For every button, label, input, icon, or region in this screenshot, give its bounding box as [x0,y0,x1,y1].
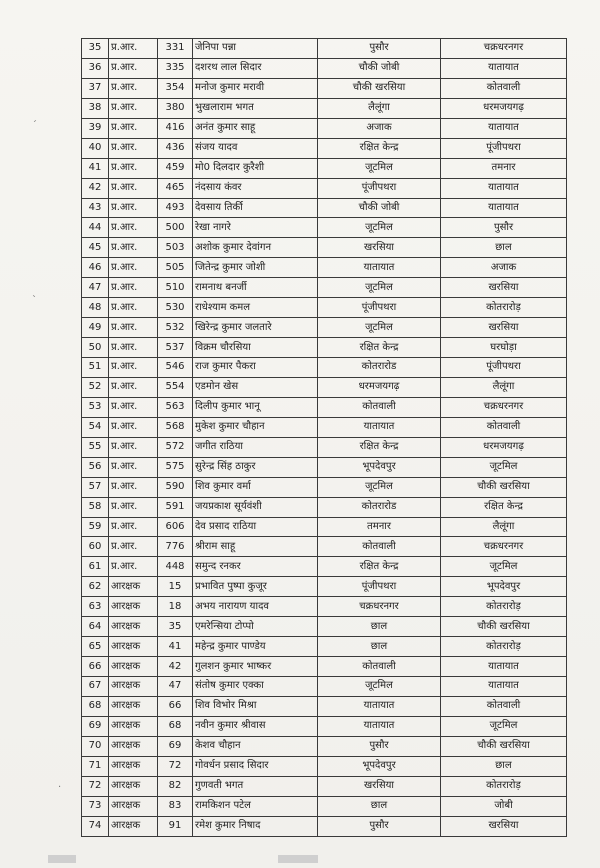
badge-number-cell: 590 [158,477,193,497]
current-posting-cell: जूटमिल [318,158,441,178]
table-row [82,816,567,836]
table-row [82,178,567,198]
employee-name-cell: शिव कुमार वर्मा [193,477,318,497]
current-posting-cell: चक्रधरनगर [318,597,441,617]
table-row [82,78,567,98]
badge-number-cell: 416 [158,118,193,138]
transfer-list-table [81,38,567,837]
current-posting-cell: पुसौर [318,39,441,59]
serial-number-cell: 49 [82,318,109,338]
table-row [82,776,567,796]
badge-number-cell: 459 [158,158,193,178]
current-posting-cell: यातायात [318,716,441,736]
badge-number-cell: 591 [158,497,193,517]
badge-number-cell: 575 [158,457,193,477]
table-row [82,437,567,457]
badge-number-cell: 448 [158,557,193,577]
current-posting-cell: कोतवाली [318,397,441,417]
badge-number-cell: 18 [158,597,193,617]
current-posting-cell: जूटमिल [318,278,441,298]
serial-number-cell: 47 [82,278,109,298]
employee-name-cell: संतोष कुमार एक्का [193,677,318,697]
current-posting-cell: चौकी जोबी [318,58,441,78]
badge-number-cell: 47 [158,677,193,697]
new-posting-cell: खरसिया [441,816,567,836]
new-posting-cell: चौकी खरसिया [441,477,567,497]
rank-cell: प्र.आर. [109,358,158,378]
badge-number-cell: 436 [158,138,193,158]
serial-number-cell: 36 [82,58,109,78]
employee-name-cell: दशरथ लाल सिदार [193,58,318,78]
rank-cell: प्र.आर. [109,198,158,218]
employee-name-cell: जेनिपा पन्ना [193,39,318,59]
current-posting-cell: जूटमिल [318,318,441,338]
table-row [82,158,567,178]
rank-cell: प्र.आर. [109,278,158,298]
current-posting-cell: छाल [318,637,441,657]
current-posting-cell: यातायात [318,258,441,278]
serial-number-cell: 57 [82,477,109,497]
new-posting-cell: यातायात [441,677,567,697]
current-posting-cell: रक्षित केन्द्र [318,338,441,358]
badge-number-cell: 69 [158,736,193,756]
badge-number-cell: 554 [158,377,193,397]
new-posting-cell: कोतरारोड़ [441,298,567,318]
rank-cell: प्र.आर. [109,298,158,318]
employee-name-cell: मो0 दिलदार कुरैशी [193,158,318,178]
badge-number-cell: 68 [158,716,193,736]
badge-number-cell: 532 [158,318,193,338]
badge-number-cell: 335 [158,58,193,78]
new-posting-cell: यातायात [441,198,567,218]
serial-number-cell: 51 [82,358,109,378]
table-row [82,716,567,736]
current-posting-cell: जूटमिल [318,218,441,238]
page-edge-mark [278,855,318,863]
new-posting-cell: पुसौर [441,218,567,238]
serial-number-cell: 35 [82,39,109,59]
serial-number-cell: 45 [82,238,109,258]
table-row [82,537,567,557]
employee-name-cell: संजय यादव [193,138,318,158]
current-posting-cell: कोतरारोड [318,358,441,378]
serial-number-cell: 46 [82,258,109,278]
serial-number-cell: 74 [82,816,109,836]
new-posting-cell: चौकी खरसिया [441,617,567,637]
badge-number-cell: 82 [158,776,193,796]
current-posting-cell: छाल [318,617,441,637]
current-posting-cell: कोतरारोड [318,497,441,517]
new-posting-cell: जूटमिल [441,457,567,477]
table-row [82,298,567,318]
rank-cell: प्र.आर. [109,138,158,158]
employee-name-cell: केशव चौहान [193,736,318,756]
serial-number-cell: 50 [82,338,109,358]
serial-number-cell: 63 [82,597,109,617]
current-posting-cell: खरसिया [318,776,441,796]
margin-mark: ˋ [32,295,37,306]
rank-cell: आरक्षक [109,657,158,677]
serial-number-cell: 70 [82,736,109,756]
current-posting-cell: कोतवाली [318,657,441,677]
serial-number-cell: 56 [82,457,109,477]
new-posting-cell: यातायात [441,657,567,677]
rank-cell: प्र.आर. [109,437,158,457]
serial-number-cell: 68 [82,696,109,716]
badge-number-cell: 15 [158,577,193,597]
badge-number-cell: 510 [158,278,193,298]
new-posting-cell: छाल [441,756,567,776]
rank-cell: प्र.आर. [109,178,158,198]
current-posting-cell: धरमजयगढ़ [318,377,441,397]
current-posting-cell: यातायात [318,417,441,437]
rank-cell: प्र.आर. [109,477,158,497]
new-posting-cell: घरघोड़ा [441,338,567,358]
current-posting-cell: लैलूंगा [318,98,441,118]
employee-name-cell: भुखलाराम भगत [193,98,318,118]
serial-number-cell: 59 [82,517,109,537]
new-posting-cell: पूंजीपथरा [441,138,567,158]
new-posting-cell: यातायात [441,178,567,198]
badge-number-cell: 66 [158,696,193,716]
employee-name-cell: दिलीप कुमार भानू [193,397,318,417]
serial-number-cell: 54 [82,417,109,437]
employee-name-cell: गोवर्धन प्रसाद सिदार [193,756,318,776]
serial-number-cell: 40 [82,138,109,158]
employee-name-cell: एमरेन्सिया टोप्पो [193,617,318,637]
rank-cell: प्र.आर. [109,118,158,138]
serial-number-cell: 71 [82,756,109,776]
serial-number-cell: 55 [82,437,109,457]
employee-name-cell: एडमोन खेस [193,377,318,397]
badge-number-cell: 776 [158,537,193,557]
table-row [82,238,567,258]
badge-number-cell: 35 [158,617,193,637]
rank-cell: प्र.आर. [109,557,158,577]
rank-cell: प्र.आर. [109,397,158,417]
new-posting-cell: कोतरारोड़ [441,597,567,617]
serial-number-cell: 73 [82,796,109,816]
badge-number-cell: 380 [158,98,193,118]
new-posting-cell: धरमजयगढ़ [441,98,567,118]
table-row [82,677,567,697]
serial-number-cell: 41 [82,158,109,178]
badge-number-cell: 354 [158,78,193,98]
table-row [82,696,567,716]
table-row [82,617,567,637]
badge-number-cell: 606 [158,517,193,537]
new-posting-cell: छाल [441,238,567,258]
employee-name-cell: रेखा नागरे [193,218,318,238]
rank-cell: प्र.आर. [109,537,158,557]
employee-name-cell: सुरेन्द्र सिंह ठाकुर [193,457,318,477]
new-posting-cell: यातायात [441,118,567,138]
rank-cell: आरक्षक [109,816,158,836]
table-row [82,377,567,397]
current-posting-cell: अजाक [318,118,441,138]
serial-number-cell: 44 [82,218,109,238]
new-posting-cell: पूंजीपथरा [441,358,567,378]
current-posting-cell: खरसिया [318,238,441,258]
rank-cell: प्र.आर. [109,78,158,98]
serial-number-cell: 66 [82,657,109,677]
table-row [82,417,567,437]
serial-number-cell: 53 [82,397,109,417]
rank-cell: आरक्षक [109,696,158,716]
badge-number-cell: 91 [158,816,193,836]
serial-number-cell: 65 [82,637,109,657]
new-posting-cell: जूटमिल [441,557,567,577]
current-posting-cell: भूपदेवपुर [318,457,441,477]
serial-number-cell: 62 [82,577,109,597]
employee-name-cell: रामनाथ बनर्जी [193,278,318,298]
rank-cell: प्र.आर. [109,318,158,338]
employee-name-cell: अनंत कुमार साहू [193,118,318,138]
badge-number-cell: 537 [158,338,193,358]
table-row [82,756,567,776]
rank-cell: आरक्षक [109,756,158,776]
serial-number-cell: 52 [82,377,109,397]
rank-cell: आरक्षक [109,736,158,756]
badge-number-cell: 493 [158,198,193,218]
employee-name-cell: समुन्द रनकर [193,557,318,577]
current-posting-cell: पुसौर [318,736,441,756]
new-posting-cell: धरमजयगढ़ [441,437,567,457]
current-posting-cell: चौकी खरसिया [318,78,441,98]
new-posting-cell: कोतवाली [441,696,567,716]
rank-cell: प्र.आर. [109,457,158,477]
rank-cell: प्र.आर. [109,258,158,278]
badge-number-cell: 72 [158,756,193,776]
new-posting-cell: लैलूंगा [441,377,567,397]
employee-name-cell: राज कुमार पैकरा [193,358,318,378]
employee-name-cell: अशोक कुमार देवांगन [193,238,318,258]
rank-cell: आरक्षक [109,577,158,597]
new-posting-cell: चक्रधरनगर [441,537,567,557]
new-posting-cell: चक्रधरनगर [441,397,567,417]
employee-name-cell: नवीन कुमार श्रीवास [193,716,318,736]
rank-cell: प्र.आर. [109,338,158,358]
serial-number-cell: 64 [82,617,109,637]
table-row [82,736,567,756]
page-edge-mark [48,855,76,863]
new-posting-cell: खरसिया [441,318,567,338]
new-posting-cell: कोतवाली [441,78,567,98]
serial-number-cell: 48 [82,298,109,318]
table-row [82,517,567,537]
new-posting-cell: खरसिया [441,278,567,298]
rank-cell: आरक्षक [109,597,158,617]
new-posting-cell: चक्रधरनगर [441,39,567,59]
serial-number-cell: 39 [82,118,109,138]
badge-number-cell: 465 [158,178,193,198]
serial-number-cell: 67 [82,677,109,697]
table-row [82,497,567,517]
new-posting-cell: लैलूंगा [441,517,567,537]
serial-number-cell: 37 [82,78,109,98]
new-posting-cell: अजाक [441,258,567,278]
serial-number-cell: 69 [82,716,109,736]
new-posting-cell: यातायात [441,58,567,78]
new-posting-cell: तमनार [441,158,567,178]
new-posting-cell: कोतरारोड़ [441,776,567,796]
rank-cell: आरक्षक [109,716,158,736]
table-row [82,597,567,617]
table-row [82,58,567,78]
employee-name-cell: जयप्रकाश सूर्यवंशी [193,497,318,517]
current-posting-cell: छाल [318,796,441,816]
badge-number-cell: 42 [158,657,193,677]
employee-name-cell: रामकिशन पटेल [193,796,318,816]
serial-number-cell: 60 [82,537,109,557]
employee-name-cell: रमेश कुमार निषाद [193,816,318,836]
table-row [82,637,567,657]
employee-name-cell: देवसाय तिर्की [193,198,318,218]
employee-name-cell: खिरेन्द्र कुमार जलतारे [193,318,318,338]
current-posting-cell: यातायात [318,696,441,716]
table-row [82,118,567,138]
current-posting-cell: रक्षित केन्द्र [318,557,441,577]
current-posting-cell: पूंजीपथरा [318,577,441,597]
rank-cell: प्र.आर. [109,497,158,517]
serial-number-cell: 61 [82,557,109,577]
table-row [82,397,567,417]
serial-number-cell: 43 [82,198,109,218]
current-posting-cell: रक्षित केन्द्र [318,437,441,457]
new-posting-cell: जोबी [441,796,567,816]
badge-number-cell: 500 [158,218,193,238]
employee-name-cell: मनोज कुमार मरावी [193,78,318,98]
employee-name-cell: अभय नारायण यादव [193,597,318,617]
employee-name-cell: गुलशन कुमार भाष्कर [193,657,318,677]
rank-cell: प्र.आर. [109,417,158,437]
rank-cell: आरक्षक [109,637,158,657]
employee-name-cell: मुकेश कुमार चौहान [193,417,318,437]
table-row [82,218,567,238]
table-row [82,39,567,59]
table-row [82,577,567,597]
new-posting-cell: चौकी खरसिया [441,736,567,756]
new-posting-cell: रक्षित केन्द्र [441,497,567,517]
rank-cell: प्र.आर. [109,58,158,78]
table-row [82,278,567,298]
current-posting-cell: पुसौर [318,816,441,836]
current-posting-cell: चौकी जोबी [318,198,441,218]
rank-cell: प्र.आर. [109,39,158,59]
employee-name-cell: जितेन्द्र कुमार जोशी [193,258,318,278]
badge-number-cell: 530 [158,298,193,318]
employee-name-cell: राधेश्याम कमल [193,298,318,318]
employee-name-cell: विक्रम चौरसिया [193,338,318,358]
serial-number-cell: 38 [82,98,109,118]
current-posting-cell: तमनार [318,517,441,537]
table-row [82,198,567,218]
badge-number-cell: 83 [158,796,193,816]
employee-name-cell: जगीत राठिया [193,437,318,457]
badge-number-cell: 568 [158,417,193,437]
margin-mark: · [58,782,62,793]
table-row [82,338,567,358]
rank-cell: आरक्षक [109,776,158,796]
rank-cell: आरक्षक [109,617,158,637]
employee-name-cell: प्रभावित पुष्पा कुजूर [193,577,318,597]
current-posting-cell: कोतवाली [318,537,441,557]
badge-number-cell: 572 [158,437,193,457]
table-row [82,477,567,497]
table-body [82,39,567,837]
new-posting-cell: कोतवाली [441,417,567,437]
rank-cell: प्र.आर. [109,517,158,537]
margin-mark: ˊ [32,120,37,131]
rank-cell: प्र.आर. [109,98,158,118]
current-posting-cell: पूंजीपथरा [318,178,441,198]
current-posting-cell: जूटमिल [318,477,441,497]
badge-number-cell: 563 [158,397,193,417]
current-posting-cell: भूपदेवपुर [318,756,441,776]
rank-cell: प्र.आर. [109,158,158,178]
current-posting-cell: पूंजीपथरा [318,298,441,318]
table-row [82,358,567,378]
table-row [82,796,567,816]
employee-name-cell: गुणवती भगत [193,776,318,796]
new-posting-cell: कोतरारोड़ [441,637,567,657]
table-row [82,557,567,577]
table-row [82,457,567,477]
new-posting-cell: जूटमिल [441,716,567,736]
badge-number-cell: 41 [158,637,193,657]
table-row [82,138,567,158]
employee-name-cell: शिव विभोर मिश्रा [193,696,318,716]
table-row [82,657,567,677]
badge-number-cell: 505 [158,258,193,278]
employee-name-cell: श्रीराम साहू [193,537,318,557]
serial-number-cell: 72 [82,776,109,796]
current-posting-cell: जूटमिल [318,677,441,697]
employee-name-cell: नंदसाय कंवर [193,178,318,198]
table-row [82,318,567,338]
serial-number-cell: 42 [82,178,109,198]
current-posting-cell: रक्षित केन्द्र [318,138,441,158]
badge-number-cell: 331 [158,39,193,59]
rank-cell: प्र.आर. [109,218,158,238]
new-posting-cell: भूपदेवपुर [441,577,567,597]
rank-cell: आरक्षक [109,677,158,697]
rank-cell: प्र.आर. [109,238,158,258]
badge-number-cell: 546 [158,358,193,378]
employee-name-cell: देव प्रसाद राठिया [193,517,318,537]
badge-number-cell: 503 [158,238,193,258]
table-row [82,258,567,278]
employee-name-cell: महेन्द्र कुमार पाण्डेय [193,637,318,657]
rank-cell: प्र.आर. [109,377,158,397]
table-row [82,98,567,118]
serial-number-cell: 58 [82,497,109,517]
rank-cell: आरक्षक [109,796,158,816]
